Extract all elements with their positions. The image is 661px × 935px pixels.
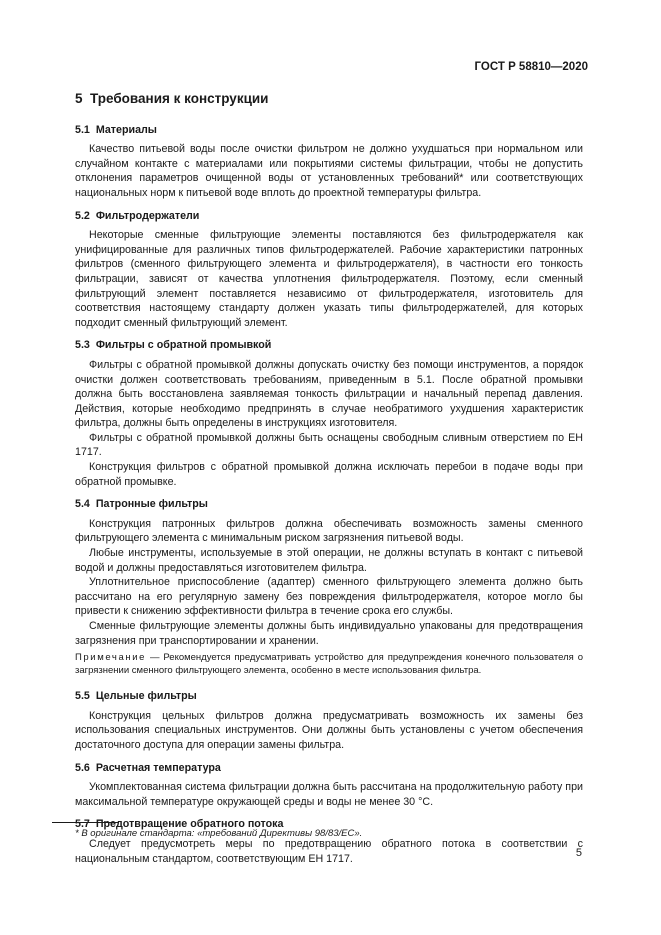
subsection-number: 5.6 — [75, 761, 90, 774]
paragraph: Фильтры с обратной промывкой должны допускать очистку без помощи инструментов, а порядок очистки должен соответствовать требованиям, приведенным в 5.1. После обратной промывки должна быть восстановлена заявляемая тонкость фильтрации и начальный перепад давления. Действия, которые необходимо предпринять в случае необратимого ухудшения характеристик фильтра, должны быть определены в инструкциях изготовителя. — [75, 358, 583, 430]
subsection-title: Фильтры с обратной промывкой — [95, 339, 272, 352]
paragraph: Конструкция цельных фильтров должна предусматривать возможность их замены без использования специальных инструментов. Они должны быть установлены с учетом обеспечения достаточного доступа для операции замены фильтра. — [75, 709, 583, 751]
subsection-title: Фильтродержатели — [95, 209, 200, 222]
note-label: Примечание — [75, 652, 146, 664]
subsection-number: 5.5 — [75, 690, 90, 703]
paragraph: Уплотнительное приспособление (адаптер) сменного фильтрующего элемента должно быть рассчитано на его регулярную замену без повреждения фильтродержателя, которое могло бы привести к снижению эффективности фильтра в течение срока его службы. — [75, 576, 583, 618]
paragraph: Качество питьевой воды после очистки фильтром не должно ухудшаться при нормальном или случайном контакте с материалами или покрытиями системы фильтрации, чтобы не допустить отклонения параметров очищенной воды от установленных требований* или соответствующих национальных норм к питьевой воде вплоть до проектной температуры фильтра. — [75, 143, 583, 199]
subsection-5-4 — [75, 497, 583, 677]
paragraph: Любые инструменты, используемые в этой операции, не должны вступать в контакт с питьевой водой и должны предоставляться изготовителем фильтра. — [75, 547, 583, 574]
subsection-title: Материалы — [95, 123, 157, 136]
footnote: * В оригинале стандарта: «требований Директивы 98/83/ЕС». — [75, 828, 363, 839]
section-number: 5 — [75, 91, 83, 106]
subsection-title: Патронные фильтры — [95, 498, 208, 511]
subsection-heading — [75, 209, 583, 224]
paragraph: Конструкция фильтров с обратной промывкой должна исключать перебои в подаче воды при обратной промывке. — [75, 461, 583, 488]
subsection-heading — [75, 761, 583, 776]
section-title-text: Требования к конструкции — [90, 91, 269, 106]
subsection-number: 5.4 — [75, 498, 90, 511]
document-body — [75, 92, 583, 874]
subsection-heading — [75, 689, 583, 704]
paragraph: Конструкция патронных фильтров должна обеспечивать возможность замены сменного фильтрующего элемента с минимальным риском загрязнения питьевой воды. — [75, 517, 583, 545]
paragraph: Некоторые сменные фильтрующие элементы поставляются без фильтродержателя как унифицированные для различных типов фильтродержателей. Рабочие характеристики патронных фильтров (сменного фильтрующего элемента и фильтродержателя), в частности его тонкость фильтрации, зависят от качества уплотнения фильтродержателя. Поэтому, если сменный фильтрующий элемент поставляется независимо от фильтродержателя, изготовитель для соответствия настоящему стандарту должен указать типы фильтродержателей, для которых подходит сменный фильтрующий элемент. — [75, 229, 583, 329]
subsection-5-2 — [75, 209, 583, 331]
subsection-title: Цельные фильтры — [95, 690, 197, 703]
paragraph: Сменные фильтрующие элементы должны быть индивидуально упакованы для предотвращения загрязнения при транспортировании и хранении. — [75, 620, 583, 647]
subsection-number: 5.3 — [75, 339, 90, 352]
page-number: 5 — [575, 847, 582, 859]
subsection-5-5 — [75, 689, 583, 752]
subsection-5-3 — [75, 338, 583, 489]
subsection-title: Предотвращение обратного потока — [95, 818, 284, 831]
subsection-number: 5.7 — [75, 818, 90, 831]
document-header-code: ГОСТ Р 58810—2020 — [474, 61, 588, 73]
subsection-heading — [75, 123, 583, 138]
paragraph: Следует предусмотреть меры по предотвращению обратного потока в соответствии с национальным стандартом, соответствующим ЕН 1717. — [75, 837, 583, 865]
subsection-5-1 — [75, 123, 583, 201]
subsection-number: 5.1 — [75, 123, 90, 136]
subsection-5-7 — [75, 817, 583, 866]
subsection-heading — [75, 338, 583, 353]
subsection-title: Расчетная температура — [95, 761, 221, 774]
section-title — [75, 92, 583, 107]
subsection-heading — [75, 497, 583, 512]
paragraph: Фильтры с обратной промывкой должны быть оснащены свободным сливным отверстием по ЕН 1717. — [75, 431, 583, 459]
note — [75, 651, 583, 677]
subsection-5-6 — [75, 761, 583, 810]
note-text: — Рекомендуется предусматривать устройство для предупреждения конечного пользователя о загрязнении сменного фильтрующего элемента, особенно в месте использования фильтра. — [75, 652, 583, 677]
footnote-divider — [52, 822, 118, 823]
subsection-number: 5.2 — [75, 209, 90, 222]
paragraph: Укомплектованная система фильтрации должна быть рассчитана на продолжительную работу при максимальной температуре окружающей среды и воды не менее 30 °С. — [75, 781, 583, 808]
